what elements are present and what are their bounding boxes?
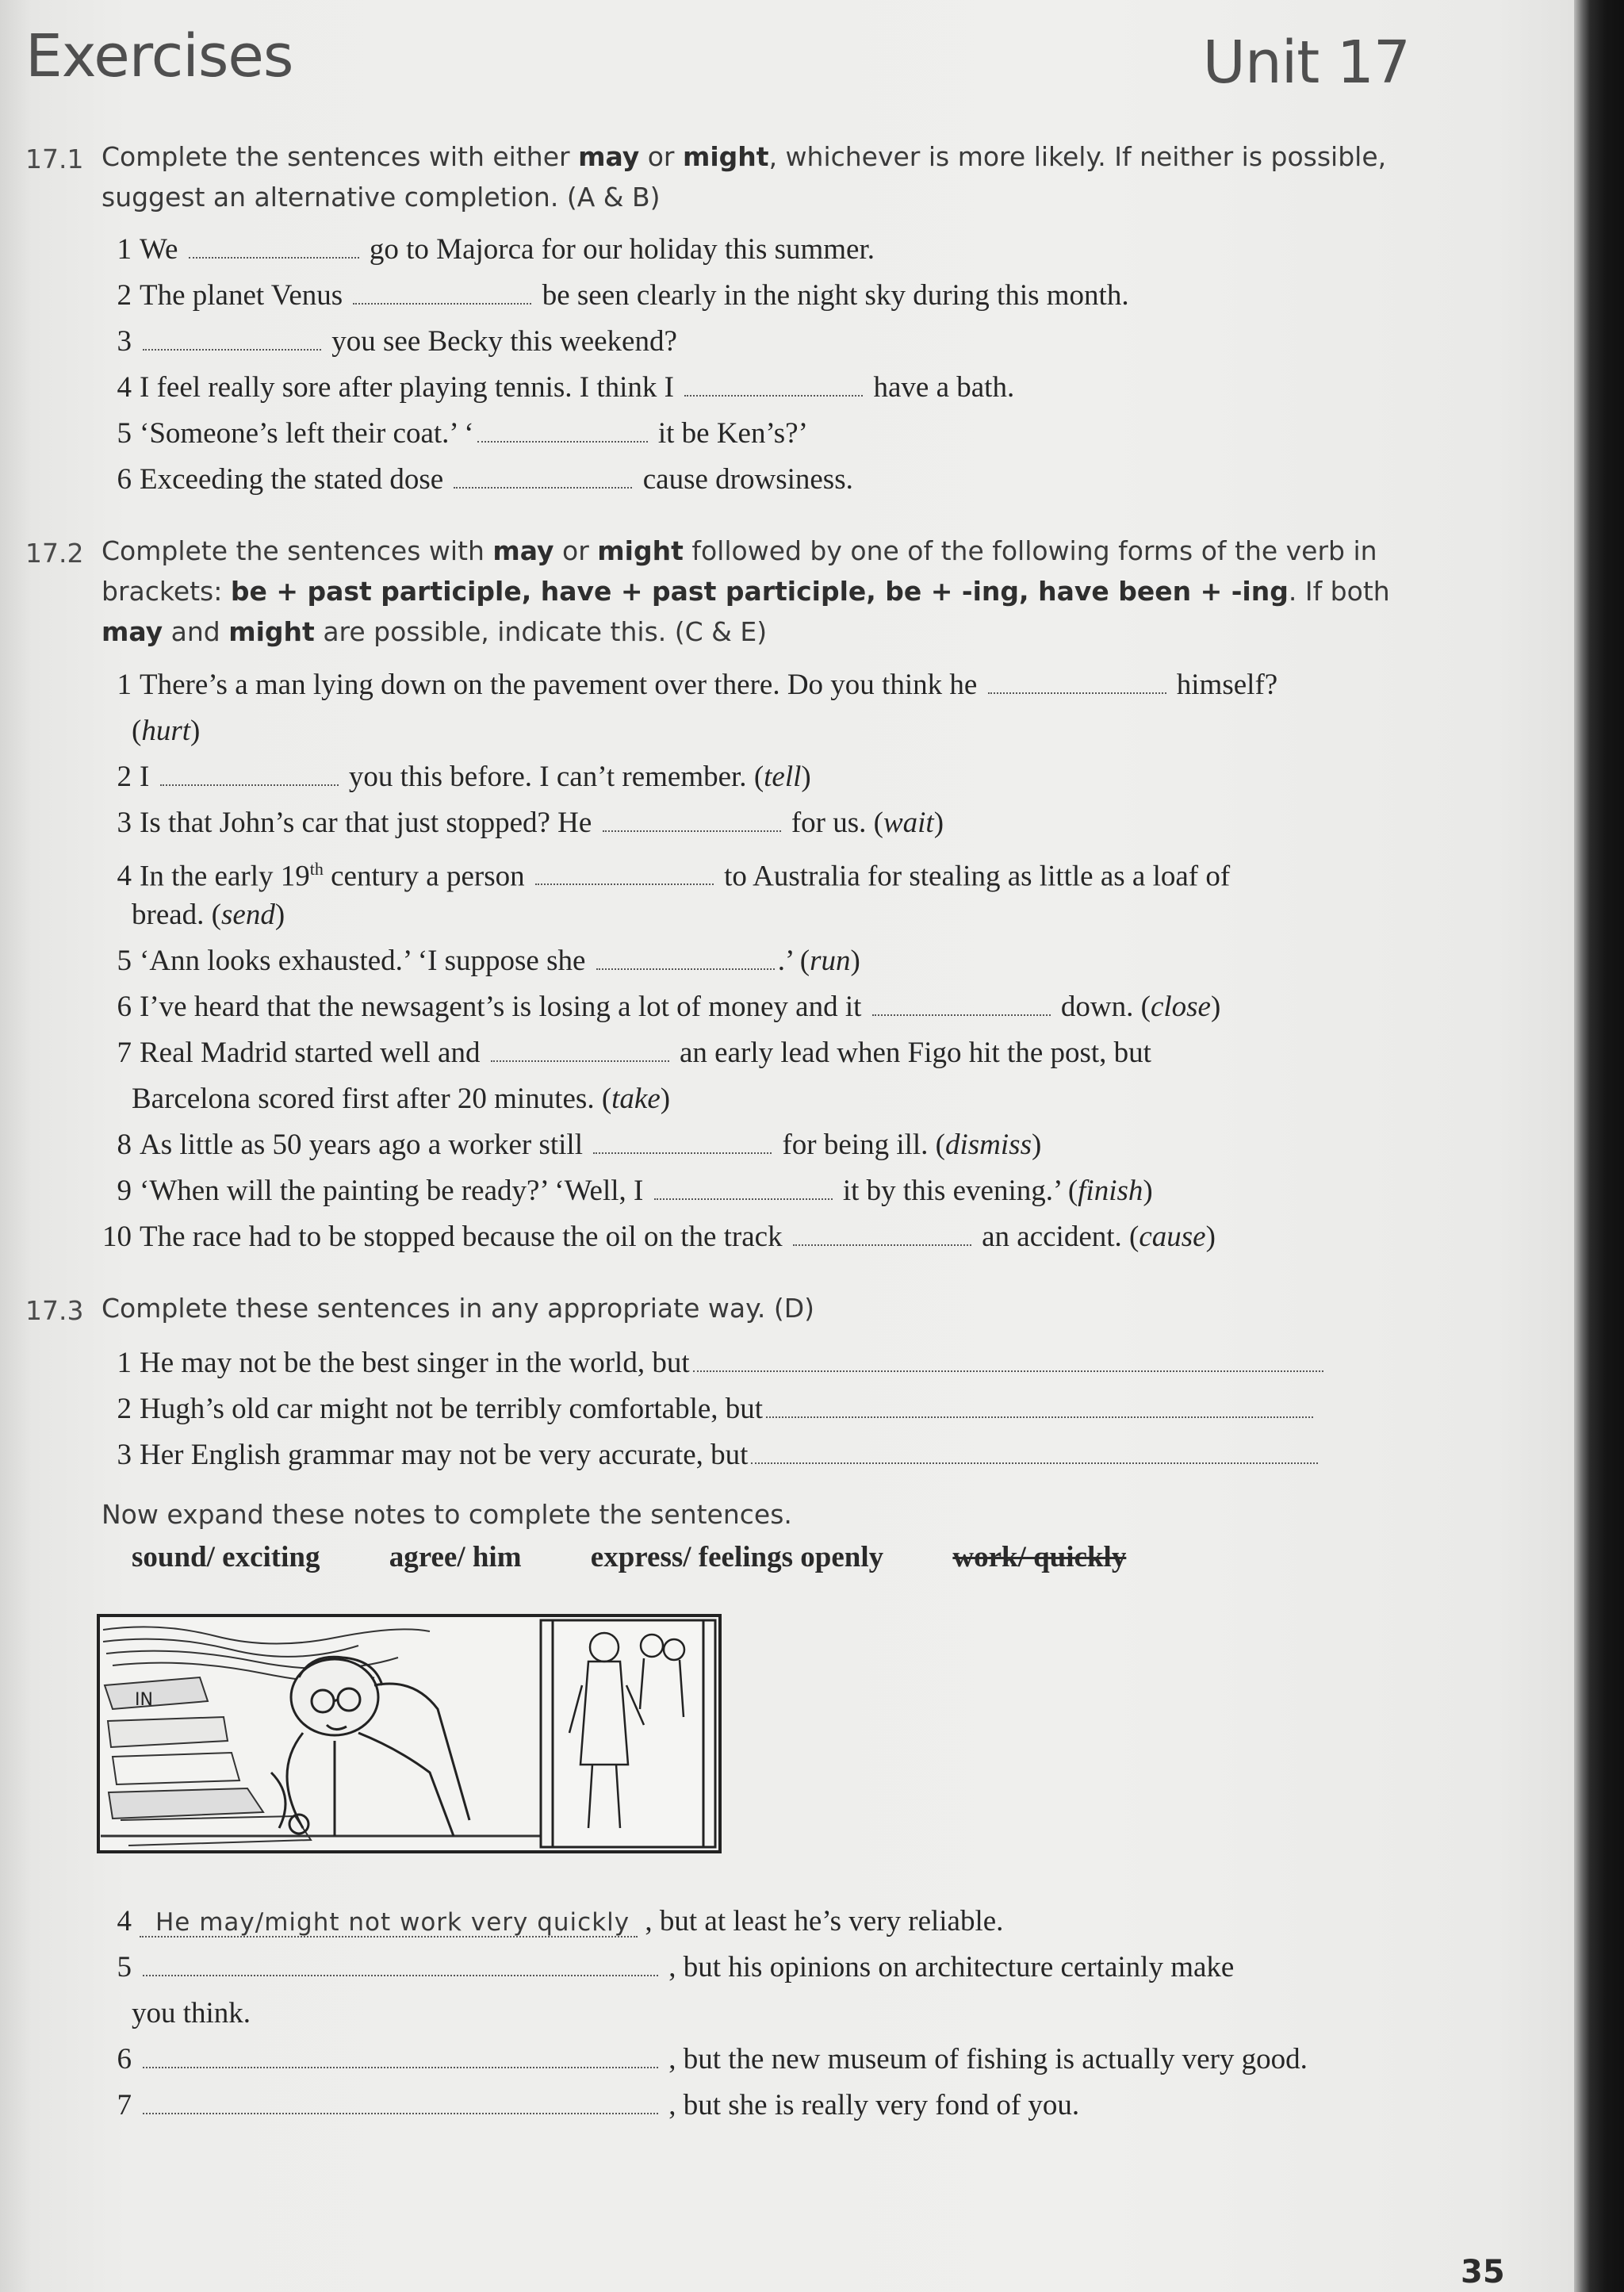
ex3-answer-7: 7 , but she is really very fond of you.: [117, 2089, 1080, 2121]
answer-blank[interactable]: [189, 233, 359, 259]
ex3-item-1: 1 He may not be the best singer in the world, but: [98, 1340, 1327, 1386]
instruction-fragment: might: [228, 616, 315, 647]
instruction-fragment: might: [597, 535, 684, 566]
answer-blank[interactable]: [872, 991, 1051, 1016]
instruction-fragment: be + past participle, have + past participle, be + -ing, have been + -ing: [230, 576, 1289, 607]
instruction-fragment: may: [492, 535, 554, 566]
answer-blank[interactable]: [477, 417, 648, 443]
cartoon-illustration: [97, 1614, 722, 1853]
note-2: agree/ him: [389, 1541, 522, 1573]
ex2-item-7-continued: Barcelona scored first after 20 minutes. (take): [132, 1083, 671, 1115]
ex1-item-3: 3 you see Becky this weekend?: [117, 325, 677, 358]
instruction-fragment: may: [102, 616, 163, 647]
instruction-fragment: followed by one of the following forms of the verb in brackets:: [102, 535, 1377, 607]
instruction-fragment: and: [163, 616, 229, 647]
ex2-item-2: 2 I you this before. I can’t remember. (tell): [117, 761, 811, 793]
ex2-item-7: 7 Real Madrid started well and an early lead when Figo hit the post, but: [117, 1037, 1151, 1069]
svg-text:IN: IN: [135, 1690, 153, 1710]
answer-blank[interactable]: [143, 325, 321, 351]
ex2-item-5: 5 ‘Ann looks exhausted.’ ‘I suppose she .’ (run): [117, 945, 860, 977]
instruction-fragment: or: [553, 535, 598, 566]
instruction-fragment: Complete the sentences with either: [102, 141, 579, 172]
answer-blank[interactable]: [766, 1393, 1313, 1418]
instruction-fragment: might: [682, 141, 769, 172]
instruction-fragment: or: [639, 141, 683, 172]
note-3: express/ feelings openly: [590, 1541, 884, 1573]
answer-blank[interactable]: [603, 807, 781, 832]
answer-blank[interactable]: [693, 1347, 1323, 1372]
answer-blank[interactable]: [593, 1129, 772, 1154]
answer-blank[interactable]: [793, 1221, 971, 1246]
answer-blank[interactable]: [454, 463, 632, 489]
instruction-fragment: may: [578, 141, 640, 172]
note-4-crossed-out: work/ quickly: [952, 1541, 1127, 1573]
answer-blank[interactable]: [491, 1037, 669, 1062]
answer-blank[interactable]: [143, 2089, 658, 2114]
instruction-fragment: are possible, indicate this. (C & E): [314, 616, 768, 647]
page-title: Exercises: [25, 22, 293, 90]
expand-notes-instruction: Now expand these notes to complete the sentences.: [102, 1499, 792, 1530]
answer-blank[interactable]: [654, 1175, 833, 1200]
ex2-item-1: 1 There’s a man lying down on the pavement over there. Do you think he himself?: [117, 669, 1278, 701]
exercise-number-17-1: 17.1: [25, 144, 84, 174]
ex2-item-8: 8 As little as 50 years ago a worker still for being ill. (dismiss): [117, 1129, 1042, 1161]
note-1: sound/ exciting: [132, 1541, 320, 1573]
ex3-answer-4: 4 He may/might not work very quickly , but at least he’s very reliable.: [117, 1905, 1004, 1937]
ex2-item-1-continued: (hurt): [132, 715, 201, 747]
page-number: 35: [1461, 2254, 1505, 2290]
ex2-item-3: 3 Is that John’s car that just stopped? He for us. (wait): [117, 807, 944, 839]
instruction-fragment: , whichever is more likely. If neither is possible, suggest an alternative completion. (A & B): [102, 141, 1387, 213]
ex1-item-5: 5 ‘Someone’s left their coat.’ ‘ it be Ken’s?’: [117, 417, 808, 450]
answer-blank[interactable]: [143, 2043, 658, 2068]
book-spine-shadow: [1574, 0, 1624, 2292]
ex1-item-4: 4 I feel really sore after playing tennis. I think I have a bath.: [117, 371, 1015, 404]
ex2-item-4-continued: bread. (send): [132, 899, 285, 931]
instruction-fragment: . If both: [1288, 576, 1390, 607]
answer-blank[interactable]: [143, 1951, 658, 1976]
answer-blank[interactable]: [535, 860, 714, 885]
ex2-item-4: 4 In the early 19th century a person to Australia for stealing as little as a loaf of: [117, 859, 1231, 893]
ex3-item-2: 2 Hugh’s old car might not be terribly comfortable, but: [98, 1386, 1316, 1432]
ex3-answer-5-continued: you think.: [132, 1997, 251, 2029]
answer-blank[interactable]: [751, 1439, 1318, 1464]
instruction-fragment: Complete the sentences with: [102, 535, 493, 566]
ex1-item-1: 1 We go to Majorca for our holiday this summer.: [117, 233, 875, 266]
ex1-item-2: 2 The planet Venus be seen clearly in the night sky during this month.: [117, 279, 1129, 312]
exercise-instruction-17-3: Complete these sentences in any appropriate way. (D): [102, 1293, 815, 1324]
exercise-instruction-17-1: [102, 136, 1418, 217]
exercise-number-17-2: 17.2: [25, 538, 84, 569]
ex3-answer-6: 6 , but the new museum of fishing is actually very good.: [117, 2043, 1308, 2075]
ex3-answer-5: 5 , but his opinions on architecture certainly make: [117, 1951, 1235, 1983]
ex3-item-3: 3 Her English grammar may not be very accurate, but: [98, 1432, 1321, 1478]
handwritten-answer[interactable]: He may/might not work very quickly: [140, 1909, 638, 1937]
ex1-item-6: 6 Exceeding the stated dose cause drowsiness.: [117, 463, 853, 496]
answer-blank[interactable]: [353, 279, 531, 305]
answer-blank[interactable]: [596, 945, 775, 970]
notes-word-list: [132, 1540, 1188, 1574]
exercise-instruction-17-2: [102, 531, 1418, 652]
answer-blank[interactable]: [684, 371, 863, 397]
answer-blank[interactable]: [160, 761, 339, 786]
unit-title: Unit 17: [1202, 29, 1410, 97]
ex2-item-10: 10 The race had to be stopped because the oil on the track an accident. (cause): [102, 1221, 1216, 1253]
ex2-item-6: 6 I’ve heard that the newsagent’s is losing a lot of money and it down. (close): [117, 991, 1221, 1023]
ex2-item-9: 9 ‘When will the painting be ready?’ ‘Well, I it by this evening.’ (finish): [117, 1175, 1153, 1207]
exercise-number-17-3: 17.3: [25, 1295, 84, 1326]
answer-blank[interactable]: [988, 669, 1166, 694]
